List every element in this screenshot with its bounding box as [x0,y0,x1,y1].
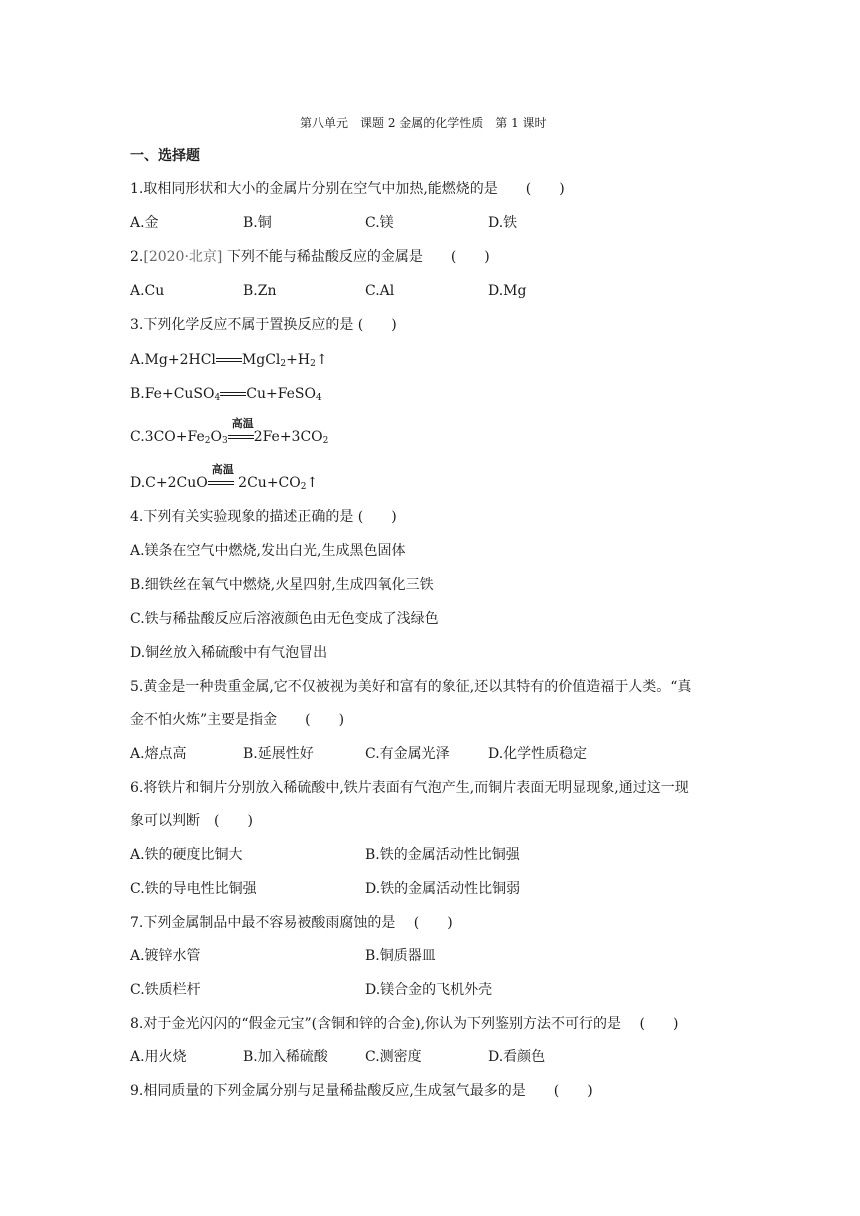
subscript: 3 [221,436,228,446]
question-3-stem: 3.下列化学反应不属于置换反应的是 ( ) [130,317,397,333]
q5-option-b: B.延展性好 [243,746,314,762]
q6-option-c: C.铁的导电性比铜强 [130,881,257,897]
subscript: 2 [280,359,287,369]
q4-option-d: D.铜丝放入稀硫酸中有气泡冒出 [130,645,328,661]
subscript: 2 [322,436,329,446]
q5-option-a: A.熔点高 [130,746,187,762]
q8-option-a: A.用火烧 [130,1049,187,1065]
q3-d-reactants: D.C+2CuO [130,475,208,491]
q1-option-c: C.镁 [365,215,394,231]
q3-b-product: Cu+FeSO [246,386,316,402]
section-title: 一、选择题 [130,148,200,164]
q3-a-reactants: A.Mg+2HCl [130,352,216,368]
q6-option-b: B.铁的金属活动性比铜强 [365,847,520,863]
q3-option-b [130,385,322,407]
question-6-stem-line1: 6.将铁片和铜片分别放入稀硫酸中,铁片表面有气泡产生,而铜片表面无明显现象,通过这一现 [130,780,689,796]
q4-option-c: C.铁与稀盐酸反应后溶液颜色由无色变成了浅绿色 [130,611,439,627]
reaction-condition: 高温 [211,463,234,476]
subscript: 2 [204,436,211,446]
question-2-source: [2020·北京] [143,249,223,265]
q2-option-d: D.Mg [488,283,527,299]
equals-sign [216,354,242,366]
q8-option-b: B.加入稀硫酸 [243,1049,328,1065]
q3-a-product-rest: +H [286,352,311,368]
q8-option-c: C.测密度 [365,1049,422,1065]
equals-sign-with-condition [228,417,254,443]
question-1-stem: 1.取相同形状和大小的金属片分别在空气中加热,能燃烧的是 ( ) [130,181,565,197]
question-9-stem: 9.相同质量的下列金属分别与足量稀盐酸反应,生成氢气最多的是 ( ) [130,1083,593,1099]
equals-sign-with-condition [208,463,234,489]
subscript: 2 [310,359,316,369]
question-8-stem: 8.对于金光闪闪的“假金元宝”(含铜和锌的合金),你认为下列鉴别方法不可行的是 ( ) [130,1016,679,1032]
question-2-stem [130,248,490,266]
page-header: 第八单元 课题 2 金属的化学性质 第 1 课时 [300,116,547,130]
q2-option-b: B.Zn [243,283,277,299]
subscript: 4 [214,393,221,403]
subscript: 2 [300,482,307,492]
q5-option-c: C.有金属光泽 [365,746,450,762]
question-5-stem-line1: 5.黄金是一种贵重金属,它不仅被视为美好和富有的象征,还以其特有的价值造福于人类。“真 [130,679,692,695]
question-2-text: 下列不能与稀盐酸反应的金属是 ( ) [222,249,490,265]
q1-option-a: A.金 [130,215,159,231]
question-5-stem-line2: 金不怕火炼”主要是指金 ( ) [130,712,345,728]
q1-option-b: B.铜 [243,215,272,231]
q7-option-b: B.铜质器皿 [365,948,436,964]
q3-a-product: MgCl [241,352,281,368]
q3-c-reactant-rest: O [210,429,222,445]
q3-option-c [130,417,329,450]
q3-c-product: 2Fe+3CO [253,429,323,445]
reaction-condition: 高温 [231,417,254,430]
q3-c-reactants: C.3CO+Fe [130,429,205,445]
q8-option-d: D.看颜色 [488,1049,546,1065]
q6-option-a: A.铁的硬度比铜大 [130,847,243,863]
question-7-stem: 7.下列金属制品中最不容易被酸雨腐蚀的是 ( ) [130,915,453,931]
q3-d-product: 2Cu+CO [233,475,301,491]
q5-option-d: D.化学性质稳定 [488,746,588,762]
q6-option-d: D.铁的金属活动性比铜弱 [365,881,521,897]
question-2-number: 2. [130,249,144,265]
gas-arrow: ↑ [315,352,328,368]
q7-option-a: A.镀锌水管 [130,948,201,964]
q3-option-d [130,463,319,496]
gas-arrow: ↑ [306,475,319,491]
q7-option-d: D.镁合金的飞机外壳 [365,982,493,998]
q7-option-c: C.铁质栏杆 [130,982,201,998]
subscript: 4 [316,393,322,403]
q1-option-d: D.铁 [488,215,518,231]
q3-b-reactants: B.Fe+CuSO [130,386,215,402]
q2-option-a: A.Cu [130,283,165,299]
q2-option-c: C.Al [365,283,395,299]
q4-option-a: A.镁条在空气中燃烧,发出白光,生成黑色固体 [130,543,406,559]
q4-option-b: B.细铁丝在氧气中燃烧,火星四射,生成四氧化三铁 [130,577,434,593]
question-4-stem: 4.下列有关实验现象的描述正确的是 ( ) [130,509,397,525]
q3-option-a [130,351,328,373]
equals-sign [220,388,246,400]
question-6-stem-line2: 象可以判断 ( ) [130,813,253,829]
